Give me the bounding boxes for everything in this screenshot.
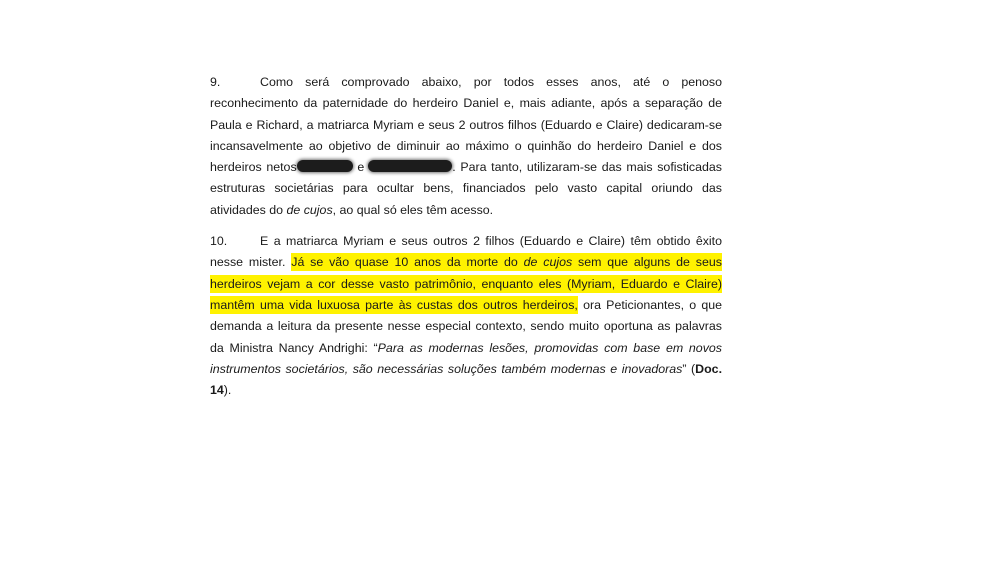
document-reference: Doc. 14 <box>210 361 723 398</box>
highlighted-text-part: sem que alguns de seus herdeiros vejam a cor desse vasto patrimônio, enquanto eles (Myriam, Eduardo e Claire) mantêm uma vida luxuosa parte às custas dos outros herdeiros, <box>210 255 722 312</box>
paragraph-text: ” ( <box>682 361 696 376</box>
document-page <box>210 72 722 401</box>
paragraph-10 <box>210 231 722 401</box>
paragraph-number: 10. <box>210 234 228 249</box>
paragraph-text: ). <box>223 383 232 398</box>
redaction-mark <box>368 160 452 172</box>
paragraph-text: Como será comprovado abaixo, por todos esses anos, até o penoso reconhecimento da paternidade do herdeiro Daniel e, mais adiante, após a separação de Paula e Richard, a matriarca Myriam e seus 2 outros filhos (Eduardo e Claire) dedicaram-se incansavelmente ao objetivo de diminuir ao máximo o quinhão do herdeiro Daniel e dos herdeiros netos <box>210 75 722 175</box>
italic-term: de cujos <box>286 202 333 217</box>
redaction-mark <box>297 160 353 172</box>
paragraph-9 <box>210 72 722 221</box>
paragraph-text: e <box>357 160 365 175</box>
paragraph-number: 9. <box>210 75 221 89</box>
italic-term: de cujos <box>523 255 573 270</box>
paragraph-text: ora Peticionantes, o que demanda a leitura da presente nesse especial contexto, sendo muito oportuna as palavras da Ministra Nancy Andrighi: “ <box>210 297 722 355</box>
quote-text: Para as modernas lesões, promovidas com base em novos instrumentos societários, são necessárias soluções também modernas e inovadoras <box>210 340 722 376</box>
paragraph-text: . Para tanto, utilizaram-se das mais sofisticadas estruturas societárias para ocultar bens, financiados pelo vasto capital oriundo das atividades do <box>210 160 722 217</box>
paragraph-text: , ao qual só eles têm acesso. <box>332 202 494 217</box>
paragraph-text: E a matriarca Myriam e seus outros 2 filhos (Eduardo e Claire) têm obtido êxito nesse mister. <box>210 234 722 270</box>
highlighted-text-part: Já se vão quase 10 anos da morte do <box>291 255 518 270</box>
